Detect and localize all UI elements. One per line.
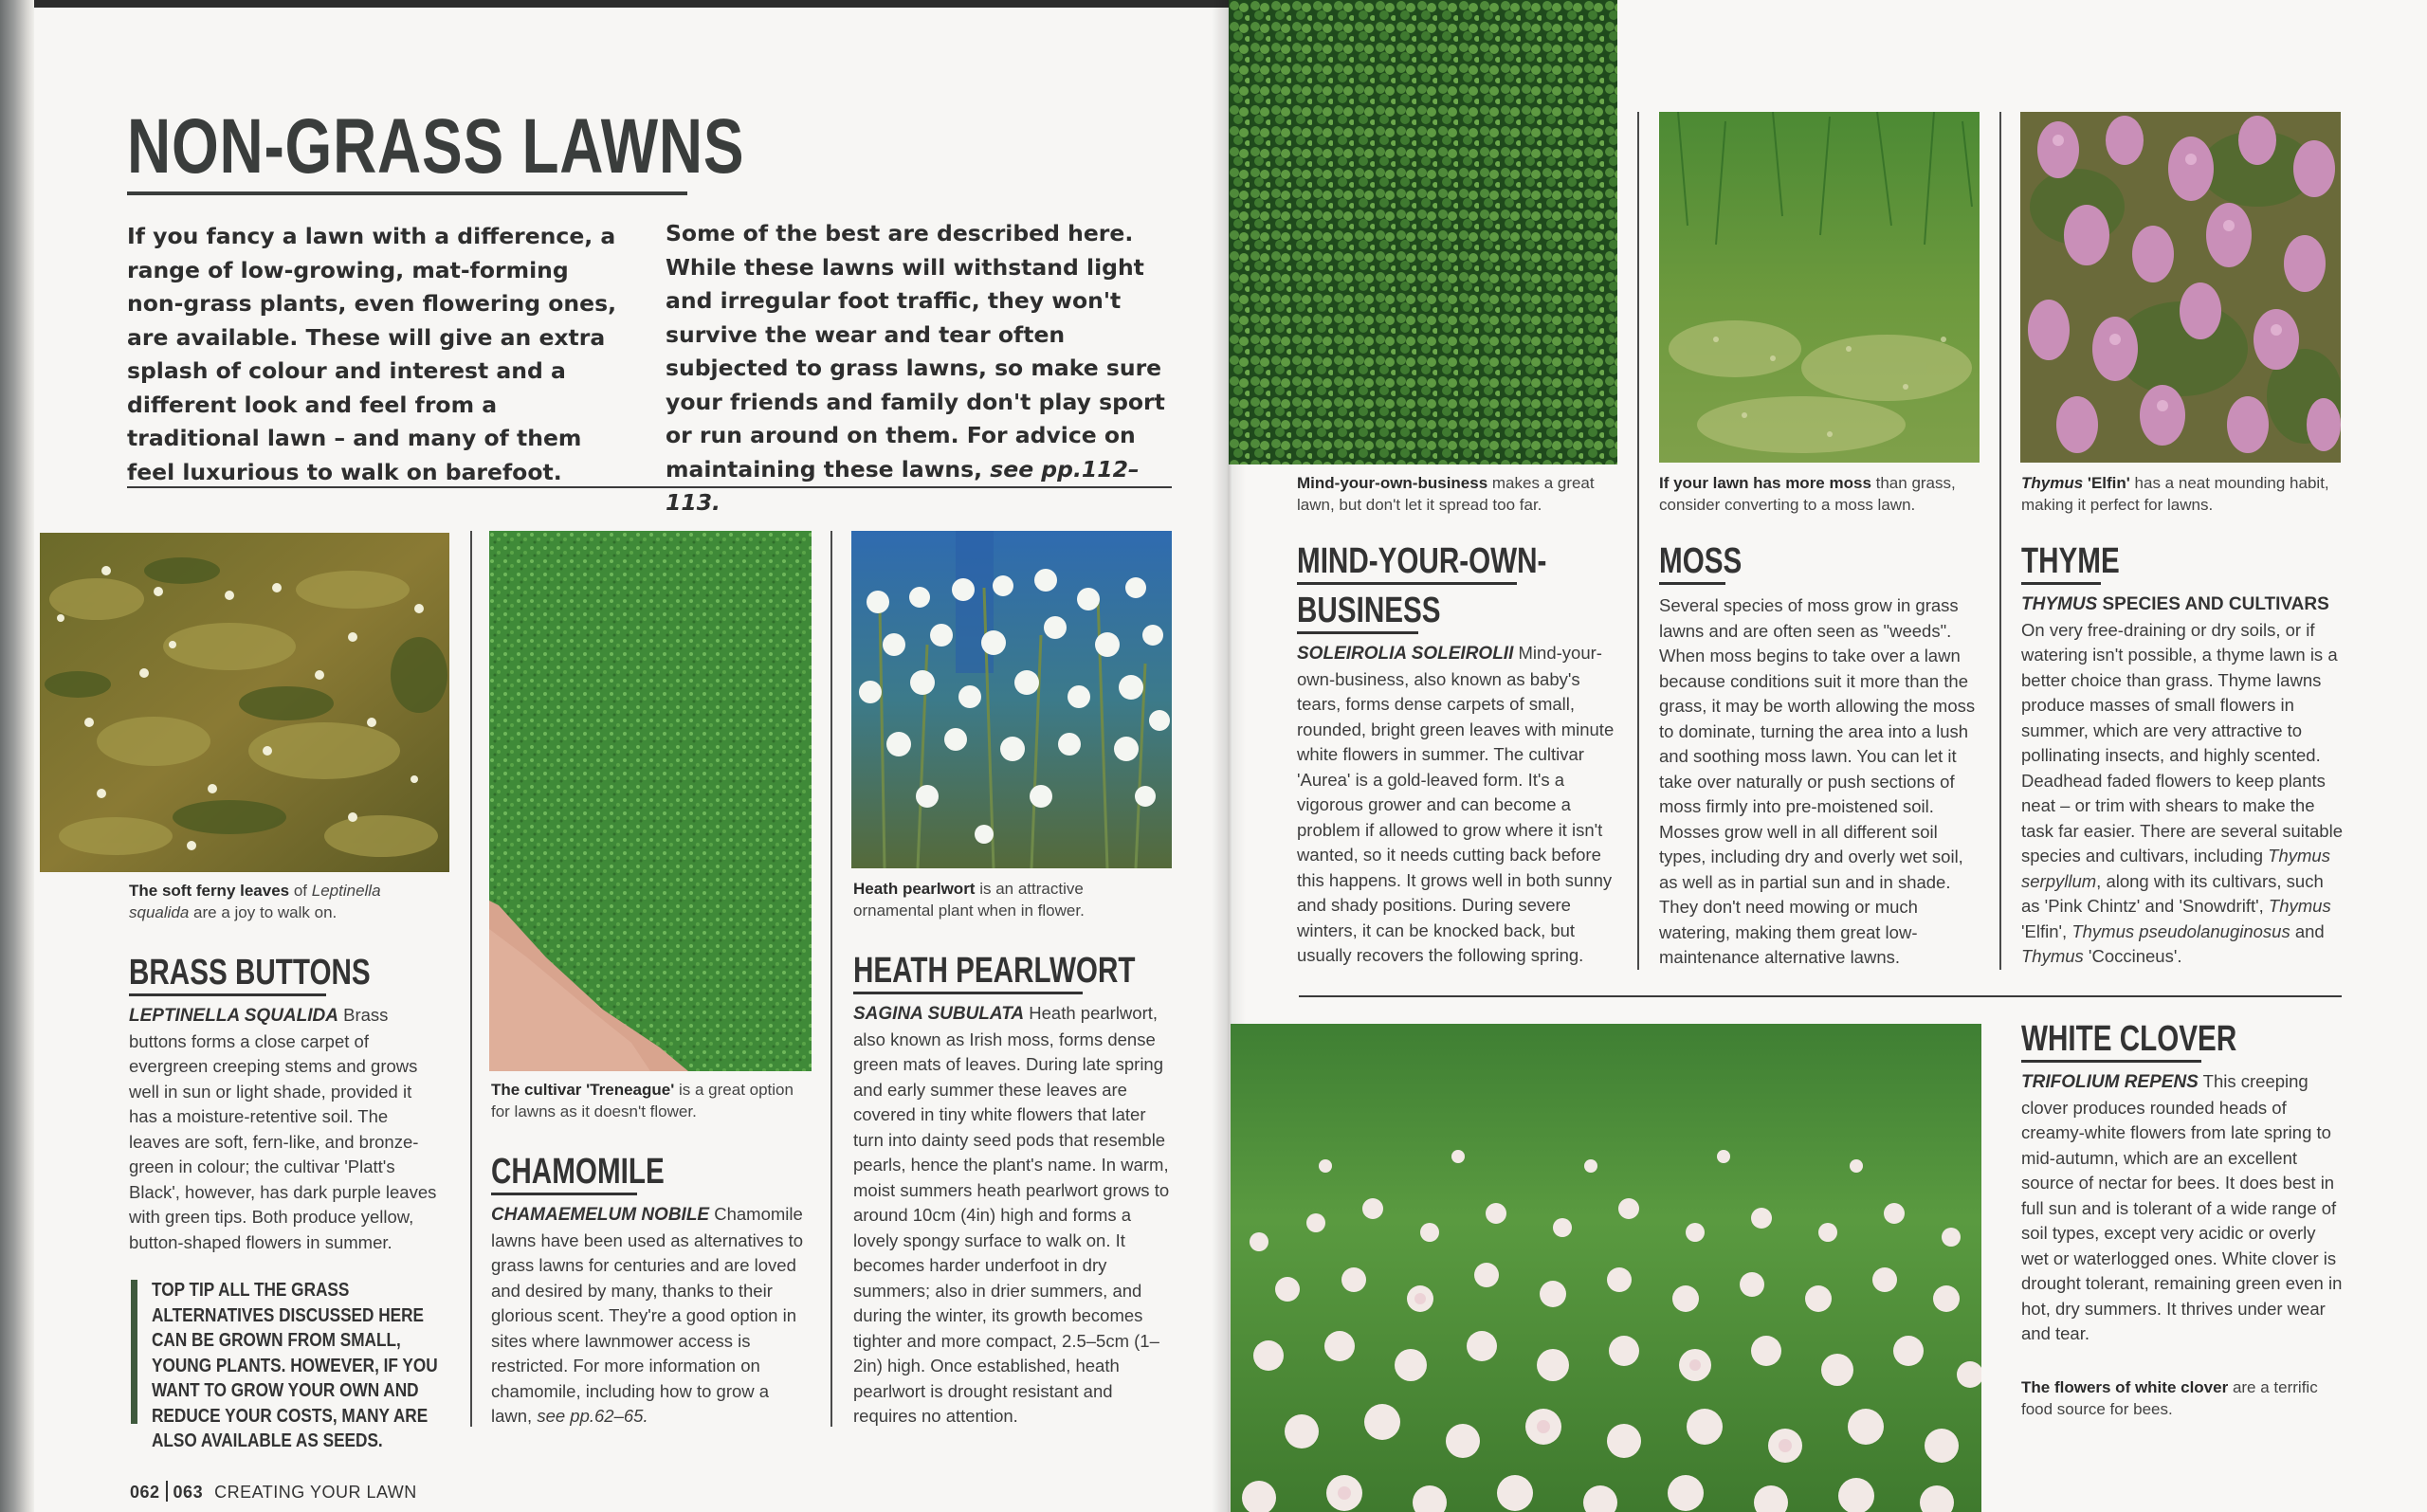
clover-divider: [1299, 995, 2342, 997]
heading-chamomile: CHAMOMILE: [491, 1152, 665, 1192]
title-underline: [127, 191, 687, 195]
text-moss: Several species of moss grow in grass lawns and are often seen as "weeds". When moss begins to take over a lawn because conditions suit it more than the grass, it may be worth allowing the moss to dominate, turning the area into a lush and soothing moss lawn. You can let it take over naturally or push sections of moss firmly into pre-moistened soil. Mosses grow well in all different soil types, including dry and overly wet soil, as well as in partial sun and in shade. They don't need mowing or much watering, making them great low-maintenance alternative lawns.: [1659, 595, 1976, 967]
top-tip-accent-bar: [131, 1280, 137, 1424]
intro-page-reference: see pp.112–113.: [666, 455, 1140, 516]
photo-thyme: [2020, 112, 2341, 463]
text-chamomile: CHAMAEMELUM NOBILE Chamomile lawns have been used as alternatives to grass lawns for centuries and are loved and desired by many, thanks to their glorious scent. They're a good option in sites where lawnmower access is restricted. For more information on chamomile, including how to grow a lawn, see pp.62–65.: [491, 1204, 804, 1426]
heading-rule-heath: [853, 992, 1083, 994]
heading-rule-thyme: [2021, 582, 2101, 585]
heading-heath-pearlwort: HEATH PEARLWORT: [853, 951, 1136, 991]
page-title: NON-GRASS LAWNS: [127, 103, 745, 190]
caption-brass-buttons: The soft ferny leaves of Leptinella squalida are a joy to walk on.: [129, 882, 381, 921]
heading-mind-your-own-business-line2: BUSINESS: [1297, 591, 1441, 630]
column-divider-4: [1999, 112, 2001, 970]
intro-column-2-text: Some of the best are described here. While these lawns will withstand light and irregular foot traffic, they won't survive the wear and tear often subjected to grass lawns, so make sure your friends and family don't play sport or run around on them. For advice on maintaining these lawns,: [666, 220, 1165, 483]
text-thyme: THYMUS SPECIES AND CULTIVARS On very free-draining or dry soils, or if watering isn't possible, a thyme lawn is a better choice than grass. Thyme lawns produce masses of small flowers in summer, which are very attractive to pollinating insects, and highly scented. Deadhead faded flowers to keep plants neat – or trim with shears to make the task far easier. There are several suitable species and cultivars, including Thymus serpyllum, along with its cultivars, such as 'Pink Chintz' and 'Snowdrift', Thymus 'Elfin', Thymus pseudolanuginosus and Thymus 'Coccineus'.: [2021, 594, 2343, 966]
caption-heath-pearlwort: Heath pearlwort is an attractive ornamental plant when in flower.: [853, 880, 1085, 920]
heading-brass-buttons: BRASS BUTTONS: [129, 953, 371, 993]
column-divider-1: [470, 531, 472, 1427]
folio: 062 063 CREATING YOUR LAWN: [130, 1483, 417, 1502]
heading-rule-clover: [2021, 1060, 2201, 1063]
text-heath-pearlwort: SAGINA SUBULATA Heath pearlwort, also known as Irish moss, forms dense green mats of leaves. During late spring and early summer these leaves are covered in tiny white flowers that later turn into dainty seed pods that resemble pearls, hence the plant's name. In warm, moist summers heath pearlwort grows to around 10cm (4in) high and forms a lovely spongy surface to walk on. It becomes harder underfoot in dry summers; also in drier summers, and during the winter, its growth becomes tighter and more compact, 2.5–5cm (1–2in) high. Once established, heath pearlwort is drought resistant and requires no attention.: [853, 1003, 1170, 1426]
text-white-clover: TRIFOLIUM REPENS This creeping clover produces rounded heads of creamy-white flowers from late spring to mid-autumn, which are an excellent source of nectar for bees. It does best in full sun and is tolerant of a wide range of soil types, except very acidic or overly wet or waterlogged ones. White clover is drought tolerant, remaining green even in hot, dry summers. It thrives under wear and tear.: [2021, 1071, 2343, 1343]
photo-heath-pearlwort: [851, 531, 1172, 868]
text-mind-your-own-business: SOLEIROLIA SOLEIROLII Mind-your-own-business, also known as baby's tears, forms dense carpets of small, rounded, bright green leaves with minute white flowers in summer. The cultivar 'Aurea' is a gold-leaved form. It's a vigorous grower and can become a problem if allowed to grow where it isn't wanted, so it needs cutting back before this happens. It grows well in both sunny and shady positions. During severe winters, it can be knocked back, but usually recovers the following spring.: [1297, 643, 1615, 965]
heading-rule-chamomile: [491, 1193, 637, 1195]
caption-thyme: Thymus 'Elfin' has a neat mounding habit, making it perfect for lawns.: [2021, 474, 2329, 514]
intro-divider: [127, 486, 1172, 488]
heading-thyme: THYME: [2021, 541, 2120, 581]
caption-chamomile: The cultivar 'Treneague' is a great option for lawns as it doesn't flower.: [491, 1081, 794, 1120]
heading-rule-myob-2: [1297, 631, 1418, 634]
photo-moss: [1659, 112, 1980, 463]
caption-white-clover: The flowers of white clover are a terrific food source for bees.: [2021, 1378, 2318, 1418]
heading-moss: MOSS: [1659, 541, 1743, 581]
heading-rule-myob-1: [1297, 582, 1517, 585]
column-divider-3: [1637, 112, 1639, 970]
text-brass-buttons: LEPTINELLA SQUALIDA Brass buttons forms a close carpet of evergreen creeping stems and grows well in sun or light shade, provided it has a moisture-retentive soil. The leaves are soft, fern-like, and bronze-green in colour; the cultivar 'Platt's Black', however, has dark purple leaves with green tips. Both produce yellow, button-shaped flowers in summer.: [129, 1005, 437, 1252]
caption-mind-your-own-business: Mind-your-own-business makes a great lawn, but don't let it spread too far.: [1297, 474, 1595, 514]
photo-chamomile-treneague: [489, 531, 812, 1071]
intro-column-2: [666, 217, 1176, 520]
photo-brass-buttons: [40, 533, 449, 872]
top-tip: TOP TIP ALL THE GRASS ALTERNATIVES DISCUSSED HERE CAN BE GROWN FROM SMALL, YOUNG PLANTS. HOWEVER, IF YOU WANT TO GROW YOUR OWN AND REDUCE YOUR COSTS, MANY ARE ALSO AVAILABLE AS SEEDS.: [152, 1280, 438, 1451]
column-divider-2: [830, 531, 832, 1427]
heading-rule-moss: [1659, 582, 1725, 585]
heading-white-clover: WHITE CLOVER: [2021, 1019, 2237, 1059]
photo-mind-your-own-business: [1229, 0, 1617, 465]
heading-mind-your-own-business: MIND-YOUR-OWN-: [1297, 541, 1547, 581]
caption-moss: If your lawn has more moss than grass, consider converting to a moss lawn.: [1659, 474, 1956, 514]
photo-white-clover: [1231, 1024, 1981, 1512]
intro-column-1: If you fancy a lawn with a difference, a range of low-growing, mat-forming non-grass plants, even flowering ones, are available. These will give an extra splash of colour and interest and a different look and feel from a traditional lawn – and many of them feel luxurious to walk on barefoot.: [127, 223, 617, 485]
heading-rule-brass: [129, 993, 326, 996]
page-stack-edge: [0, 0, 34, 1512]
